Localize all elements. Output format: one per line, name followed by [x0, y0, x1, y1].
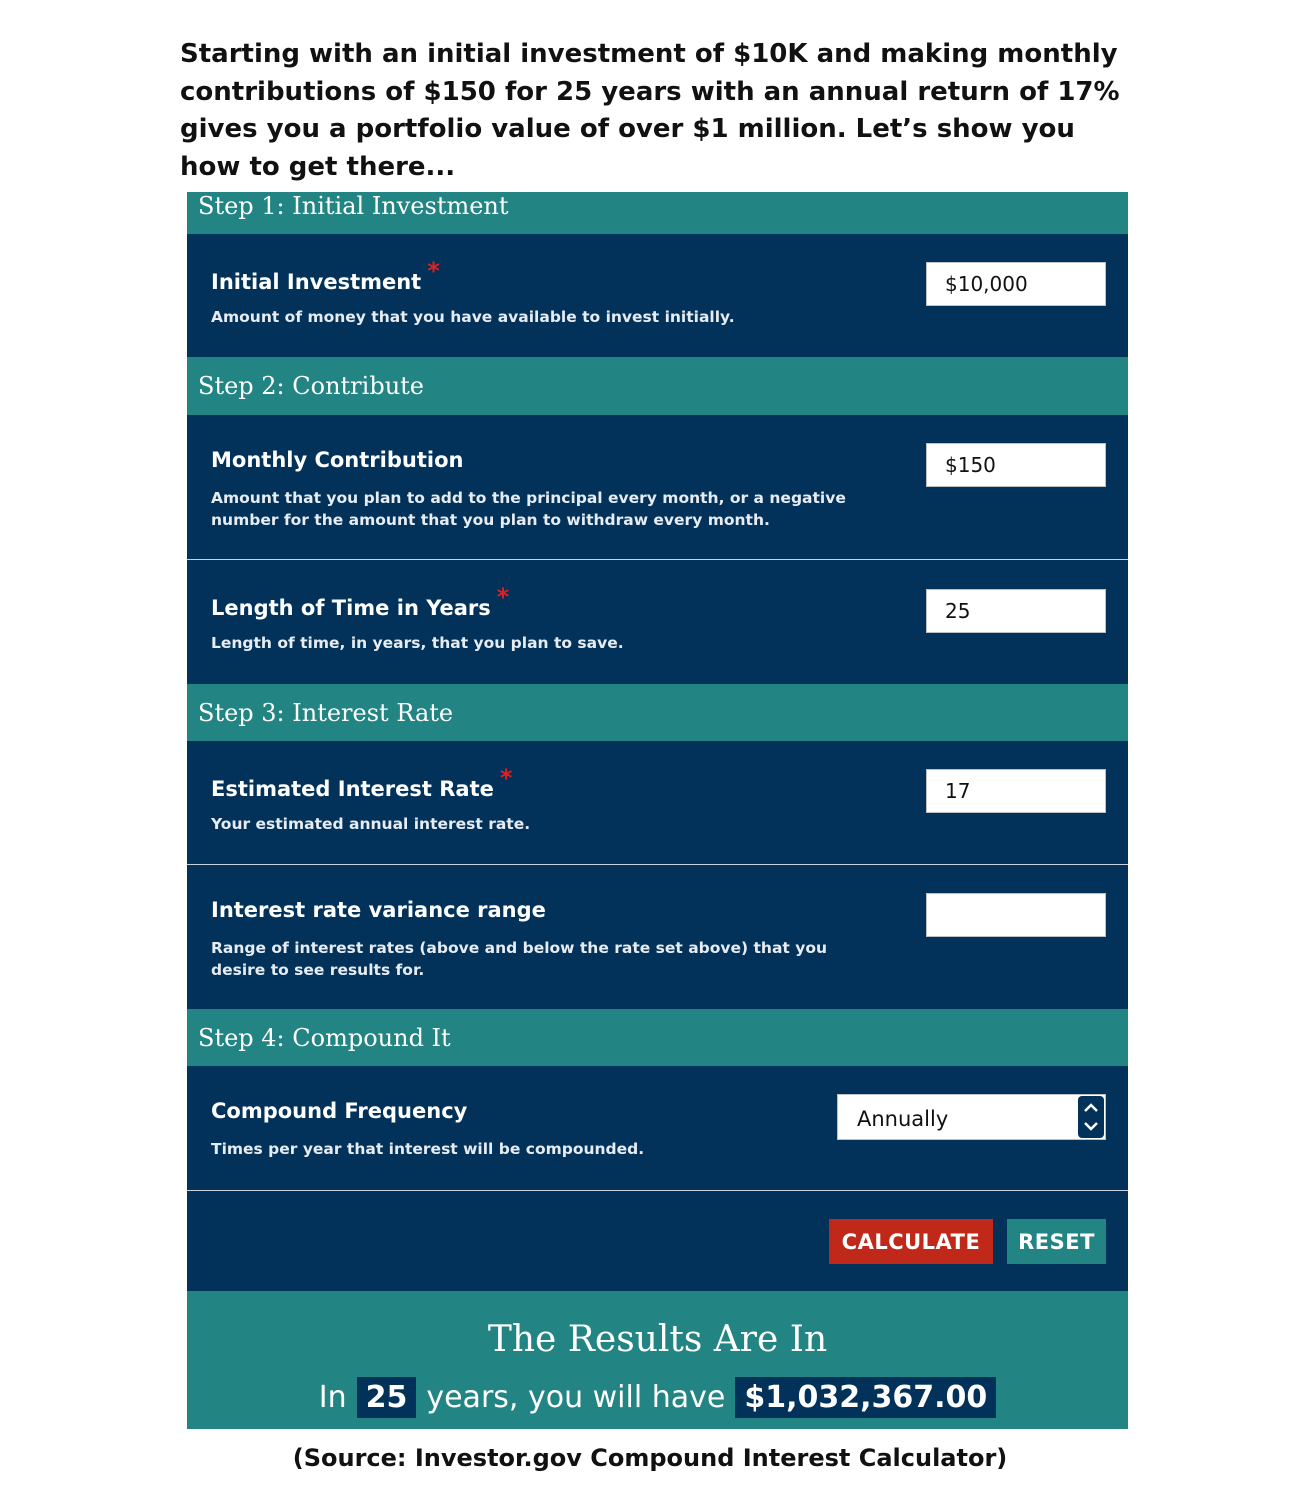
monthly-contribution-description: Amount that you plan to add to the principal every month, or a negative number for the amount that you plan to withdraw every month.	[211, 489, 846, 529]
variance-input[interactable]	[926, 893, 1106, 937]
results-middle-text: years, you will have	[426, 1380, 726, 1415]
step-4-title: Step 4: Compound It	[198, 1023, 451, 1052]
results-years: 25	[357, 1377, 417, 1418]
step-2-header	[187, 357, 1128, 415]
source-caption: (Source: Investor.gov Compound Interest Calculator)	[292, 1444, 1008, 1472]
variance-row	[187, 864, 1128, 1009]
compound-interest-calculator	[187, 192, 1128, 1429]
step-4-header	[187, 1009, 1128, 1066]
required-asterisk: *	[499, 764, 513, 792]
intro-text: Starting with an initial investment of $10K and making monthly contributions of $150 for 25 years with an annual return of 17% gives you a portfolio value of over $1 million. Let’s show you how to get there...	[180, 39, 1120, 182]
compound-frequency-select[interactable]	[837, 1094, 1106, 1140]
actions-row	[187, 1190, 1128, 1291]
interest-rate-row	[187, 741, 1128, 864]
reset-button[interactable]: RESET	[1007, 1219, 1106, 1264]
step-3-header	[187, 684, 1128, 741]
required-asterisk: *	[496, 583, 510, 611]
chevron-up-down-icon	[1078, 1096, 1104, 1138]
results-panel	[187, 1291, 1128, 1429]
monthly-contribution-label: Monthly Contribution	[211, 448, 464, 472]
years-description: Length of time, in years, that you plan to save.	[211, 634, 624, 652]
interest-rate-description: Your estimated annual interest rate.	[211, 815, 531, 833]
monthly-contribution-row	[187, 415, 1128, 559]
interest-rate-label: Estimated Interest Rate *	[211, 764, 513, 801]
initial-investment-row	[187, 234, 1128, 357]
initial-investment-description: Amount of money that you have available to invest initially.	[211, 308, 735, 326]
compound-frequency-label: Compound Frequency	[211, 1099, 468, 1123]
step-2-title: Step 2: Contribute	[198, 372, 424, 400]
years-row	[187, 559, 1128, 684]
interest-rate-input[interactable]	[926, 769, 1106, 813]
years-input[interactable]	[926, 589, 1106, 633]
variance-label: Interest rate variance range	[211, 898, 546, 922]
results-amount: $1,032,367.00	[735, 1377, 996, 1418]
step-3-title: Step 3: Interest Rate	[198, 698, 454, 727]
results-prefix: In	[318, 1380, 347, 1415]
results-title: The Results Are In	[487, 1319, 828, 1360]
step-1-header	[187, 192, 1128, 234]
results-summary	[187, 1377, 1128, 1418]
compound-frequency-row	[187, 1066, 1128, 1190]
required-asterisk: *	[427, 257, 440, 285]
calculate-button[interactable]: CALCULATE	[829, 1219, 993, 1264]
initial-investment-label: Initial Investment *	[211, 257, 440, 294]
compound-frequency-description: Times per year that interest will be compounded.	[211, 1140, 645, 1158]
years-label: Length of Time in Years *	[211, 583, 510, 620]
monthly-contribution-input[interactable]	[926, 443, 1106, 487]
step-1-title: Step 1: Initial Investment	[198, 192, 509, 220]
variance-description: Range of interest rates (above and below the rate set above) that you desire to see results for.	[211, 939, 828, 979]
compound-frequency-value: Annually	[857, 1107, 949, 1131]
initial-investment-input[interactable]	[926, 262, 1106, 306]
